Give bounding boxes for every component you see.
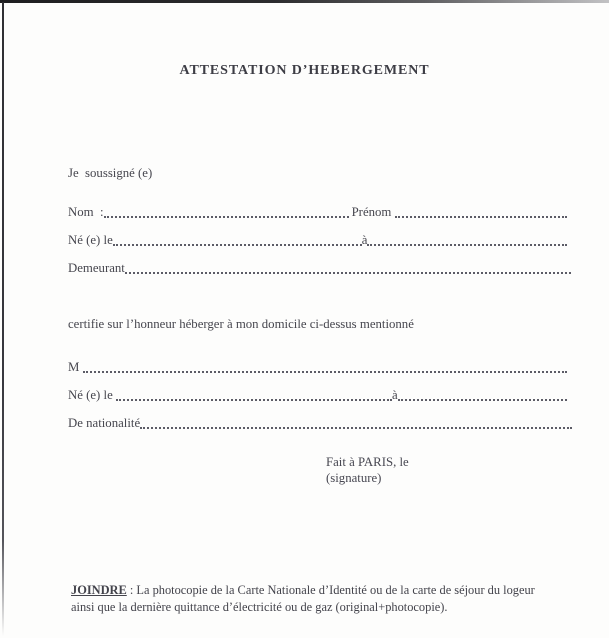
host-address-line xyxy=(68,261,571,276)
host-firstname-dotted-leader xyxy=(395,216,567,218)
host-birthdate-label: Né (e) le xyxy=(68,233,113,247)
footer-line2-text: ainsi que la dernière quittance d’électricité ou de gaz (original+photocopie). xyxy=(71,600,448,614)
host-name-dotted-leader xyxy=(104,216,349,218)
scan-left-edge xyxy=(2,2,4,636)
scan-top-edge xyxy=(0,0,609,3)
intro-text: Je soussigné (e) xyxy=(68,166,153,180)
footer-line-1 xyxy=(71,582,576,599)
guest-name-dotted-leader xyxy=(83,371,567,373)
host-name-label: Nom : xyxy=(68,205,104,219)
footer-line1-text: : La photocopie de la Carte Nationale d’Identité ou de la carte de séjour du logeur xyxy=(126,583,535,597)
host-address-label: Demeurant xyxy=(68,261,125,275)
host-birth-line xyxy=(68,233,567,248)
guest-birthplace-label: à xyxy=(391,388,398,402)
host-birthdate-dotted-leader xyxy=(113,244,362,246)
guest-birthplace-dotted-leader xyxy=(398,399,567,401)
host-birthplace-dotted-leader xyxy=(367,244,567,246)
joindre-label: JOINDRE xyxy=(71,583,127,597)
guest-birthdate-dotted-leader xyxy=(116,399,392,401)
guest-name-line xyxy=(68,360,567,375)
guest-birth-line xyxy=(68,388,567,403)
certify-statement: certifie sur l’honneur héberger à mon domicile ci-dessus mentionné xyxy=(68,317,414,331)
host-name-line xyxy=(68,205,567,220)
place-date-text: Fait à PARIS, le xyxy=(326,455,409,469)
footer-note xyxy=(71,582,576,616)
guest-nationality-dotted-leader xyxy=(140,427,572,429)
guest-birthdate-label: Né (e) le xyxy=(68,388,116,402)
guest-title-label: M xyxy=(68,360,80,374)
signature-text: (signature) xyxy=(326,471,382,485)
document-title: ATTESTATION D’HEBERGEMENT xyxy=(179,63,430,78)
host-birthplace-label: à xyxy=(361,233,368,247)
guest-nationality-line xyxy=(68,416,572,431)
footer-line-2 xyxy=(71,599,576,616)
host-firstname-label: Prénom xyxy=(351,205,392,219)
host-address-dotted-leader xyxy=(125,272,571,274)
guest-nationality-label: De nationalité xyxy=(68,416,141,430)
